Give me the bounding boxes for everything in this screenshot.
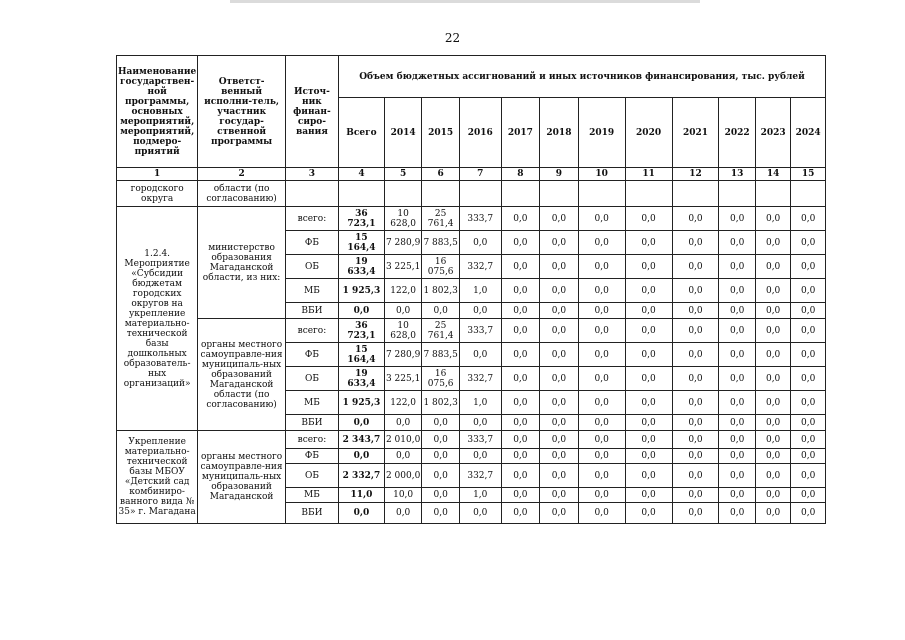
year-value: 10,0 — [384, 488, 422, 503]
funding-source: ФБ — [285, 231, 338, 255]
year-value: 0,0 — [672, 488, 719, 503]
empty-cell — [501, 181, 540, 207]
header-executor: Ответст-венный исполни-тель, участник государ-ственной программы — [198, 56, 286, 168]
year-value: 0,0 — [501, 279, 540, 303]
year-value: 0,0 — [578, 255, 625, 279]
year-value: 0,0 — [501, 231, 540, 255]
year-value: 0,0 — [540, 391, 579, 415]
year-value: 0,0 — [791, 488, 826, 503]
empty-cell — [384, 181, 422, 207]
year-value: 0,0 — [540, 231, 579, 255]
header-year-2016: 2016 — [459, 98, 501, 168]
year-value: 0,0 — [719, 464, 755, 488]
year-value: 0,0 — [755, 503, 790, 524]
page-number: 22 — [444, 31, 461, 45]
year-value: 10 628,0 — [384, 319, 422, 343]
funding-source: МБ — [285, 488, 338, 503]
year-value: 0,0 — [755, 488, 790, 503]
year-value: 0,0 — [791, 343, 826, 367]
measure-name: Укрепление материально-технической базы МБОУ «Детский сад комбиниро-ванного вида № 35» г. Магадана — [117, 431, 198, 524]
total-value: 1 925,3 — [339, 391, 385, 415]
header-year-2017: 2017 — [501, 98, 540, 168]
year-value: 333,7 — [459, 207, 501, 231]
year-value: 0,0 — [501, 415, 540, 431]
year-value: 0,0 — [540, 464, 579, 488]
year-value: 0,0 — [719, 367, 755, 391]
year-value: 0,0 — [501, 449, 540, 464]
year-value: 0,0 — [672, 503, 719, 524]
year-value: 0,0 — [540, 255, 579, 279]
total-value: 36 723,1 — [339, 319, 385, 343]
year-value: 1,0 — [459, 279, 501, 303]
year-value: 0,0 — [501, 503, 540, 524]
year-value: 0,0 — [578, 231, 625, 255]
year-value: 0,0 — [625, 231, 672, 255]
year-value: 25 761,4 — [422, 319, 460, 343]
funding-source: ОБ — [285, 464, 338, 488]
year-value: 0,0 — [672, 431, 719, 449]
total-value: 19 633,4 — [339, 367, 385, 391]
year-value: 0,0 — [755, 231, 790, 255]
year-value: 0,0 — [384, 503, 422, 524]
year-value: 0,0 — [625, 391, 672, 415]
year-value: 0,0 — [625, 207, 672, 231]
funding-source: всего: — [285, 207, 338, 231]
year-value: 0,0 — [672, 464, 719, 488]
year-value: 0,0 — [540, 343, 579, 367]
year-value: 122,0 — [384, 279, 422, 303]
year-value: 0,0 — [540, 279, 579, 303]
empty-cell — [625, 181, 672, 207]
year-value: 0,0 — [755, 449, 790, 464]
year-value: 0,0 — [384, 303, 422, 319]
year-value: 0,0 — [501, 367, 540, 391]
total-value: 11,0 — [339, 488, 385, 503]
year-value: 0,0 — [755, 207, 790, 231]
header-year-2020: 2020 — [625, 98, 672, 168]
year-value: 0,0 — [625, 415, 672, 431]
year-value: 0,0 — [791, 431, 826, 449]
year-value: 0,0 — [791, 279, 826, 303]
year-value: 0,0 — [755, 255, 790, 279]
year-value: 0,0 — [719, 231, 755, 255]
empty-cell — [672, 181, 719, 207]
funding-source: ВБИ — [285, 415, 338, 431]
year-value: 0,0 — [578, 391, 625, 415]
total-value: 19 633,4 — [339, 255, 385, 279]
year-value: 16 075,6 — [422, 367, 460, 391]
year-value: 3 225,1 — [384, 367, 422, 391]
header-year-2018: 2018 — [540, 98, 579, 168]
year-value: 0,0 — [625, 255, 672, 279]
scan-artifact — [230, 0, 700, 3]
year-value: 0,0 — [459, 231, 501, 255]
header-name: Наименование государствен-ной программы, основных мероприятий, мероприятий, подмеро-приятий — [117, 56, 198, 168]
table-row — [117, 431, 826, 449]
year-value: 0,0 — [501, 319, 540, 343]
year-value: 0,0 — [540, 319, 579, 343]
year-value: 0,0 — [791, 464, 826, 488]
total-value: 2 332,7 — [339, 464, 385, 488]
cont-name: городского округа — [117, 181, 198, 207]
continuation-row — [117, 181, 826, 207]
year-value: 0,0 — [719, 449, 755, 464]
year-value: 0,0 — [719, 503, 755, 524]
empty-cell — [459, 181, 501, 207]
table-row — [117, 207, 826, 231]
year-value: 333,7 — [459, 431, 501, 449]
year-value: 0,0 — [422, 503, 460, 524]
funding-source: ФБ — [285, 343, 338, 367]
year-value: 0,0 — [791, 415, 826, 431]
column-number: 14 — [755, 168, 790, 181]
year-value: 0,0 — [791, 449, 826, 464]
year-value: 0,0 — [459, 503, 501, 524]
year-value: 0,0 — [540, 415, 579, 431]
year-value: 0,0 — [672, 279, 719, 303]
year-value: 0,0 — [422, 431, 460, 449]
column-number: 11 — [625, 168, 672, 181]
executor-name: органы местного самоуправле-ния муниципаль-ных образований Магаданской — [198, 431, 286, 524]
total-value: 1 925,3 — [339, 279, 385, 303]
year-value: 0,0 — [540, 488, 579, 503]
year-value: 0,0 — [501, 303, 540, 319]
year-value: 0,0 — [501, 464, 540, 488]
funding-source: ОБ — [285, 367, 338, 391]
year-value: 0,0 — [672, 391, 719, 415]
year-value: 7 280,9 — [384, 343, 422, 367]
year-value: 0,0 — [578, 449, 625, 464]
year-value: 0,0 — [422, 488, 460, 503]
measure-name: 1.2.4. Мероприятие «Субсидии бюджетам городских округов на укрепление материально-технической базы дошкольных образователь-ных организаций» — [117, 207, 198, 431]
total-value: 15 164,4 — [339, 343, 385, 367]
year-value: 0,0 — [719, 488, 755, 503]
funding-source: ВБИ — [285, 303, 338, 319]
year-value: 0,0 — [719, 415, 755, 431]
year-value: 332,7 — [459, 367, 501, 391]
empty-cell — [791, 181, 826, 207]
empty-cell — [422, 181, 460, 207]
year-value: 0,0 — [578, 488, 625, 503]
year-value: 0,0 — [755, 367, 790, 391]
funding-source: ФБ — [285, 449, 338, 464]
year-value: 0,0 — [755, 343, 790, 367]
year-value: 0,0 — [540, 503, 579, 524]
year-value: 0,0 — [540, 431, 579, 449]
year-value: 7 883,5 — [422, 343, 460, 367]
year-value: 122,0 — [384, 391, 422, 415]
year-value: 0,0 — [672, 367, 719, 391]
year-value: 0,0 — [501, 391, 540, 415]
year-value: 0,0 — [501, 431, 540, 449]
year-value: 0,0 — [791, 303, 826, 319]
table-row — [117, 319, 826, 343]
year-value: 0,0 — [625, 488, 672, 503]
year-value: 0,0 — [422, 449, 460, 464]
column-number: 10 — [578, 168, 625, 181]
year-value: 0,0 — [625, 319, 672, 343]
year-value: 1,0 — [459, 488, 501, 503]
year-value: 10 628,0 — [384, 207, 422, 231]
year-value: 0,0 — [540, 207, 579, 231]
funding-source: ОБ — [285, 255, 338, 279]
year-value: 0,0 — [625, 431, 672, 449]
executor-name: органы местного самоуправле-ния муниципаль-ных образований Магаданской области (по согласованию) — [198, 319, 286, 431]
year-value: 7 280,9 — [384, 231, 422, 255]
year-value: 0,0 — [755, 319, 790, 343]
year-value: 0,0 — [625, 343, 672, 367]
year-value: 0,0 — [422, 464, 460, 488]
year-value: 0,0 — [625, 503, 672, 524]
column-number: 13 — [719, 168, 755, 181]
year-value: 0,0 — [672, 319, 719, 343]
header-year-2019: 2019 — [578, 98, 625, 168]
year-value: 0,0 — [578, 303, 625, 319]
year-value: 0,0 — [540, 449, 579, 464]
year-value: 0,0 — [719, 319, 755, 343]
year-value: 0,0 — [719, 431, 755, 449]
year-value: 0,0 — [578, 503, 625, 524]
year-value: 25 761,4 — [422, 207, 460, 231]
year-value: 332,7 — [459, 464, 501, 488]
year-value: 0,0 — [755, 391, 790, 415]
year-value: 0,0 — [501, 207, 540, 231]
year-value: 2 010,0 — [384, 431, 422, 449]
year-value: 0,0 — [791, 319, 826, 343]
year-value: 0,0 — [459, 343, 501, 367]
year-value: 0,0 — [625, 303, 672, 319]
funding-source: МБ — [285, 391, 338, 415]
total-value: 0,0 — [339, 449, 385, 464]
total-value: 36 723,1 — [339, 207, 385, 231]
column-number: 4 — [339, 168, 385, 181]
year-value: 16 075,6 — [422, 255, 460, 279]
year-value: 0,0 — [578, 207, 625, 231]
total-value: 0,0 — [339, 503, 385, 524]
year-value: 0,0 — [540, 303, 579, 319]
year-value: 0,0 — [578, 343, 625, 367]
year-value: 1 802,3 — [422, 279, 460, 303]
year-value: 333,7 — [459, 319, 501, 343]
year-value: 0,0 — [578, 367, 625, 391]
year-value: 0,0 — [672, 415, 719, 431]
year-value: 0,0 — [791, 503, 826, 524]
total-value: 0,0 — [339, 415, 385, 431]
year-value: 0,0 — [672, 255, 719, 279]
empty-cell — [578, 181, 625, 207]
year-value: 1 802,3 — [422, 391, 460, 415]
year-value: 0,0 — [578, 464, 625, 488]
funding-source: всего: — [285, 431, 338, 449]
year-value: 0,0 — [719, 207, 755, 231]
year-value: 0,0 — [719, 343, 755, 367]
empty-cell — [540, 181, 579, 207]
year-value: 0,0 — [384, 449, 422, 464]
total-value: 0,0 — [339, 303, 385, 319]
year-value: 0,0 — [625, 367, 672, 391]
year-value: 0,0 — [578, 431, 625, 449]
year-value: 0,0 — [755, 431, 790, 449]
column-number: 12 — [672, 168, 719, 181]
header-year-2022: 2022 — [719, 98, 755, 168]
year-value: 0,0 — [501, 488, 540, 503]
header-year-2014: 2014 — [384, 98, 422, 168]
year-value: 0,0 — [755, 279, 790, 303]
header-year-2015: 2015 — [422, 98, 460, 168]
year-value: 7 883,5 — [422, 231, 460, 255]
executor-name: министерство образования Магаданской области, из них: — [198, 207, 286, 319]
funding-source: ВБИ — [285, 503, 338, 524]
year-value: 3 225,1 — [384, 255, 422, 279]
year-value: 1,0 — [459, 391, 501, 415]
column-number: 8 — [501, 168, 540, 181]
year-value: 0,0 — [625, 449, 672, 464]
year-value: 0,0 — [791, 367, 826, 391]
year-value: 0,0 — [672, 449, 719, 464]
year-value: 0,0 — [755, 303, 790, 319]
year-value: 0,0 — [422, 303, 460, 319]
total-value: 2 343,7 — [339, 431, 385, 449]
empty-cell — [755, 181, 790, 207]
column-number: 3 — [285, 168, 338, 181]
year-value: 0,0 — [719, 391, 755, 415]
year-value: 0,0 — [755, 415, 790, 431]
year-value: 2 000,0 — [384, 464, 422, 488]
empty-cell — [339, 181, 385, 207]
header-source: Источ-ник финан-сиро-вания — [285, 56, 338, 168]
year-value: 0,0 — [791, 391, 826, 415]
year-value: 0,0 — [540, 367, 579, 391]
year-value: 0,0 — [719, 303, 755, 319]
year-value: 0,0 — [672, 343, 719, 367]
year-value: 0,0 — [422, 415, 460, 431]
year-value: 0,0 — [384, 415, 422, 431]
year-value: 0,0 — [672, 231, 719, 255]
header-volume: Объем бюджетных ассигнований и иных источников финансирования, тыс. рублей — [339, 56, 826, 98]
column-number: 2 — [198, 168, 286, 181]
cont-executor: области (по согласованию) — [198, 181, 286, 207]
year-value: 0,0 — [578, 279, 625, 303]
column-number: 15 — [791, 168, 826, 181]
empty-cell — [285, 181, 338, 207]
total-value: 15 164,4 — [339, 231, 385, 255]
year-value: 0,0 — [501, 343, 540, 367]
year-value: 0,0 — [578, 415, 625, 431]
column-number: 6 — [422, 168, 460, 181]
year-value: 0,0 — [719, 279, 755, 303]
year-value: 0,0 — [791, 207, 826, 231]
column-number: 7 — [459, 168, 501, 181]
year-value: 0,0 — [459, 415, 501, 431]
year-value: 0,0 — [578, 319, 625, 343]
year-value: 0,0 — [791, 231, 826, 255]
year-value: 0,0 — [501, 255, 540, 279]
funding-source: всего: — [285, 319, 338, 343]
year-value: 0,0 — [459, 303, 501, 319]
year-value: 0,0 — [459, 449, 501, 464]
budget-table — [116, 55, 826, 524]
year-value: 0,0 — [672, 207, 719, 231]
year-value: 0,0 — [625, 464, 672, 488]
funding-source: МБ — [285, 279, 338, 303]
header-year-2021: 2021 — [672, 98, 719, 168]
year-value: 332,7 — [459, 255, 501, 279]
year-value: 0,0 — [625, 279, 672, 303]
column-number: 5 — [384, 168, 422, 181]
column-number: 1 — [117, 168, 198, 181]
column-number: 9 — [540, 168, 579, 181]
year-value: 0,0 — [719, 255, 755, 279]
header-total: Всего — [339, 98, 385, 168]
empty-cell — [719, 181, 755, 207]
year-value: 0,0 — [755, 464, 790, 488]
year-value: 0,0 — [791, 255, 826, 279]
header-year-2024: 2024 — [791, 98, 826, 168]
header-year-2023: 2023 — [755, 98, 790, 168]
year-value: 0,0 — [672, 303, 719, 319]
